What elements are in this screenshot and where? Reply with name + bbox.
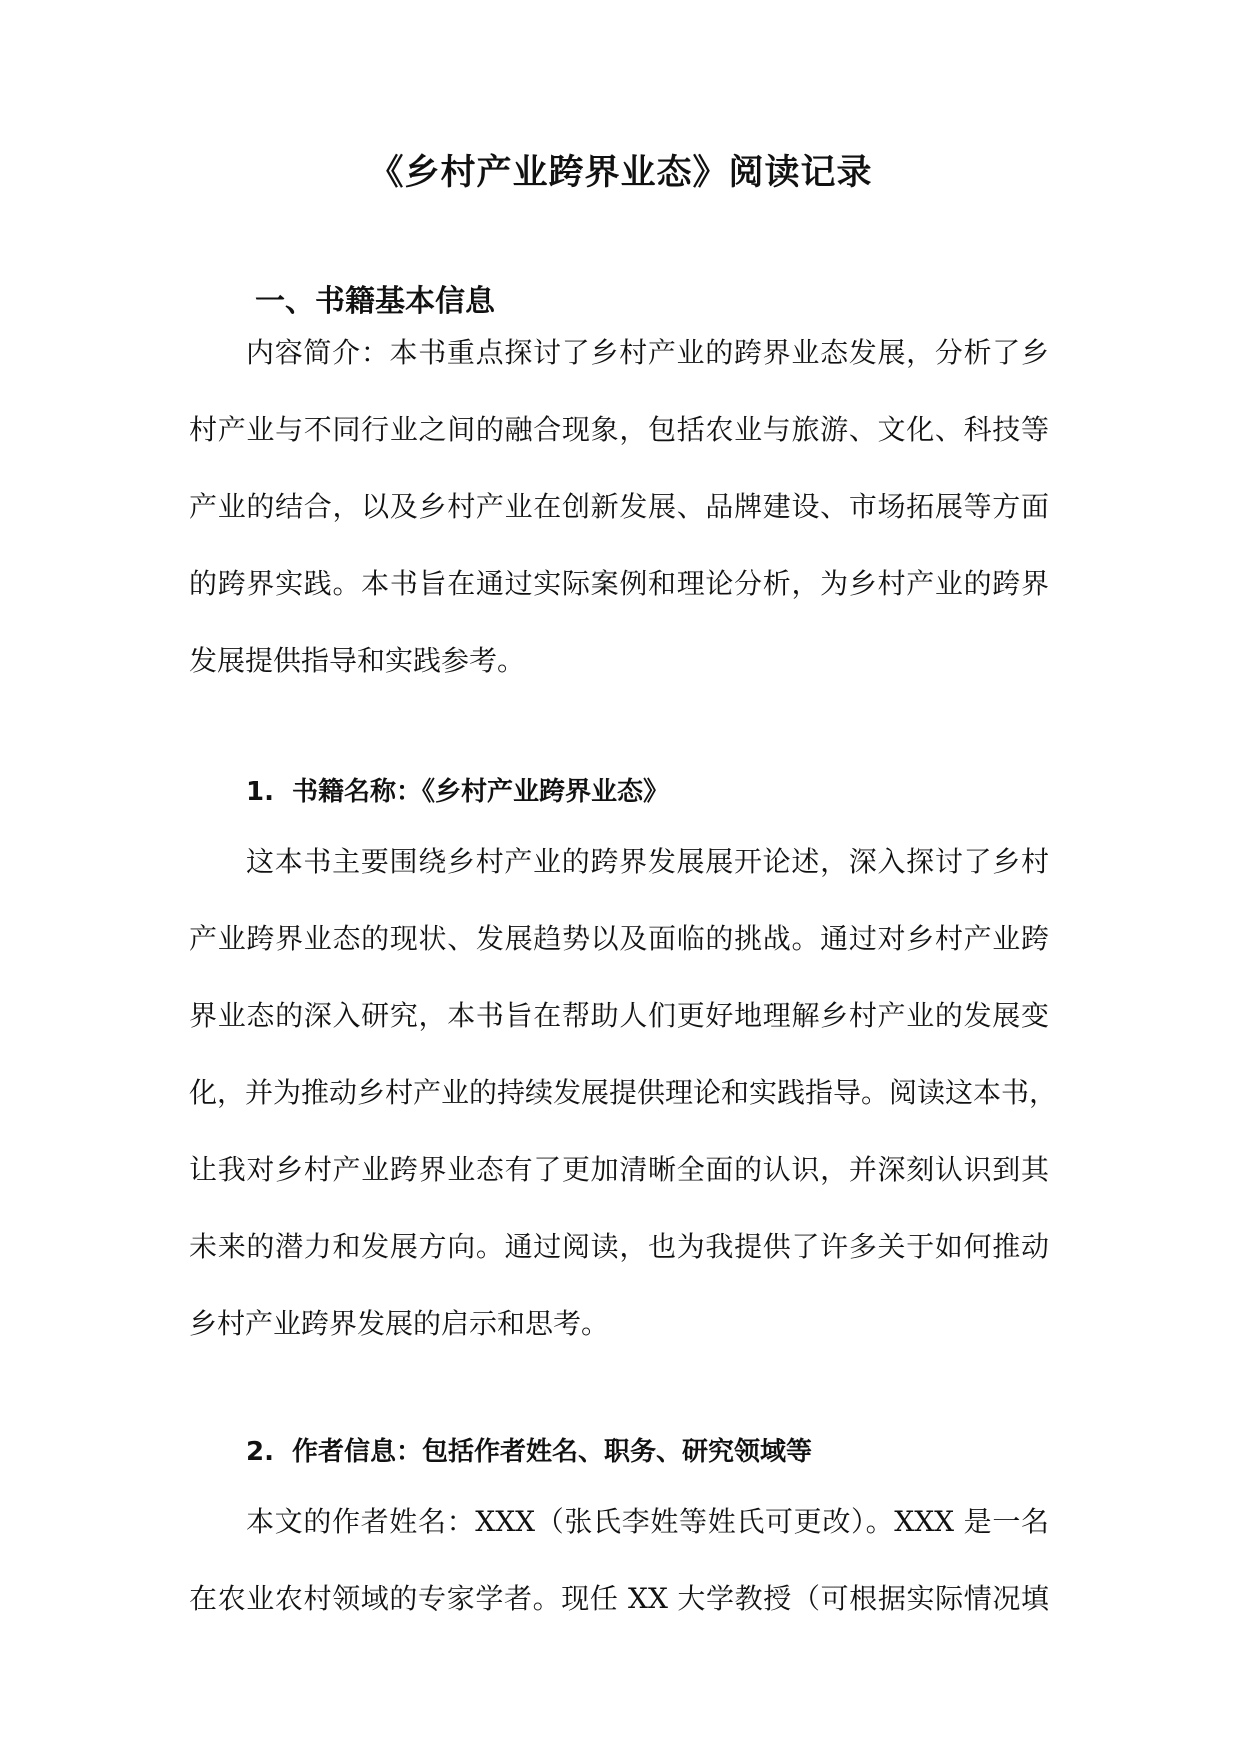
paragraph-line: 产业的结合，以及乡村产业在创新发展、品牌建设、市场拓展等方面 <box>189 490 1049 523</box>
subheading-book-title <box>246 772 669 812</box>
item-number: 1. <box>246 777 274 807</box>
document-title: 《乡村产业跨界业态》阅读记录 <box>368 153 873 193</box>
item-number: 2. <box>246 1437 274 1467</box>
paragraph-line: 村产业与不同行业之间的融合现象，包括农业与旅游、文化、科技等 <box>189 413 1049 446</box>
section-heading-basic-info: 一、书籍基本信息 <box>255 284 495 319</box>
paragraph-line: 这本书主要围绕乡村产业的跨界发展展开论述，深入探讨了乡村 <box>246 845 1049 878</box>
paragraph-line: 本文的作者姓名：XXX（张氏李姓等姓氏可更改）。XXX 是一名 <box>246 1505 1049 1538</box>
subheading-text: 书籍名称：《乡村产业跨界业态》 <box>292 777 670 807</box>
paragraph-line: 乡村产业跨界发展的启示和思考。 <box>189 1307 610 1340</box>
author-paragraph <box>189 1497 1049 1651</box>
book-title-paragraph <box>189 837 1058 1376</box>
paragraph-line: 让我对乡村产业跨界业态有了更加清晰全面的认识，并深刻认识到其 <box>189 1153 1049 1186</box>
paragraph-line: 在农业农村领域的专家学者。现任 XX 大学教授（可根据实际情况填 <box>189 1582 1049 1615</box>
paragraph-line: 未来的潜力和发展方向。通过阅读，也为我提供了许多关于如何推动 <box>189 1230 1049 1263</box>
paragraph-line: 界业态的深入研究，本书旨在帮助人们更好地理解乡村产业的发展变 <box>189 999 1049 1032</box>
paragraph-line: 内容简介：本书重点探讨了乡村产业的跨界业态发展，分析了乡 <box>246 336 1049 369</box>
paragraph-line: 化，并为推动乡村产业的持续发展提供理论和实践指导。阅读这本书， <box>189 1076 1058 1109</box>
subheading-text: 作者信息：包括作者姓名、职务、研究领域等 <box>292 1437 813 1467</box>
intro-paragraph <box>189 328 1049 713</box>
paragraph-line: 的跨界实践。本书旨在通过实际案例和理论分析，为乡村产业的跨界 <box>189 567 1049 600</box>
subheading-author-info <box>246 1432 812 1472</box>
paragraph-line: 产业跨界业态的现状、发展趋势以及面临的挑战。通过对乡村产业跨 <box>189 922 1049 955</box>
paragraph-line: 发展提供指导和实践参考。 <box>189 644 526 677</box>
